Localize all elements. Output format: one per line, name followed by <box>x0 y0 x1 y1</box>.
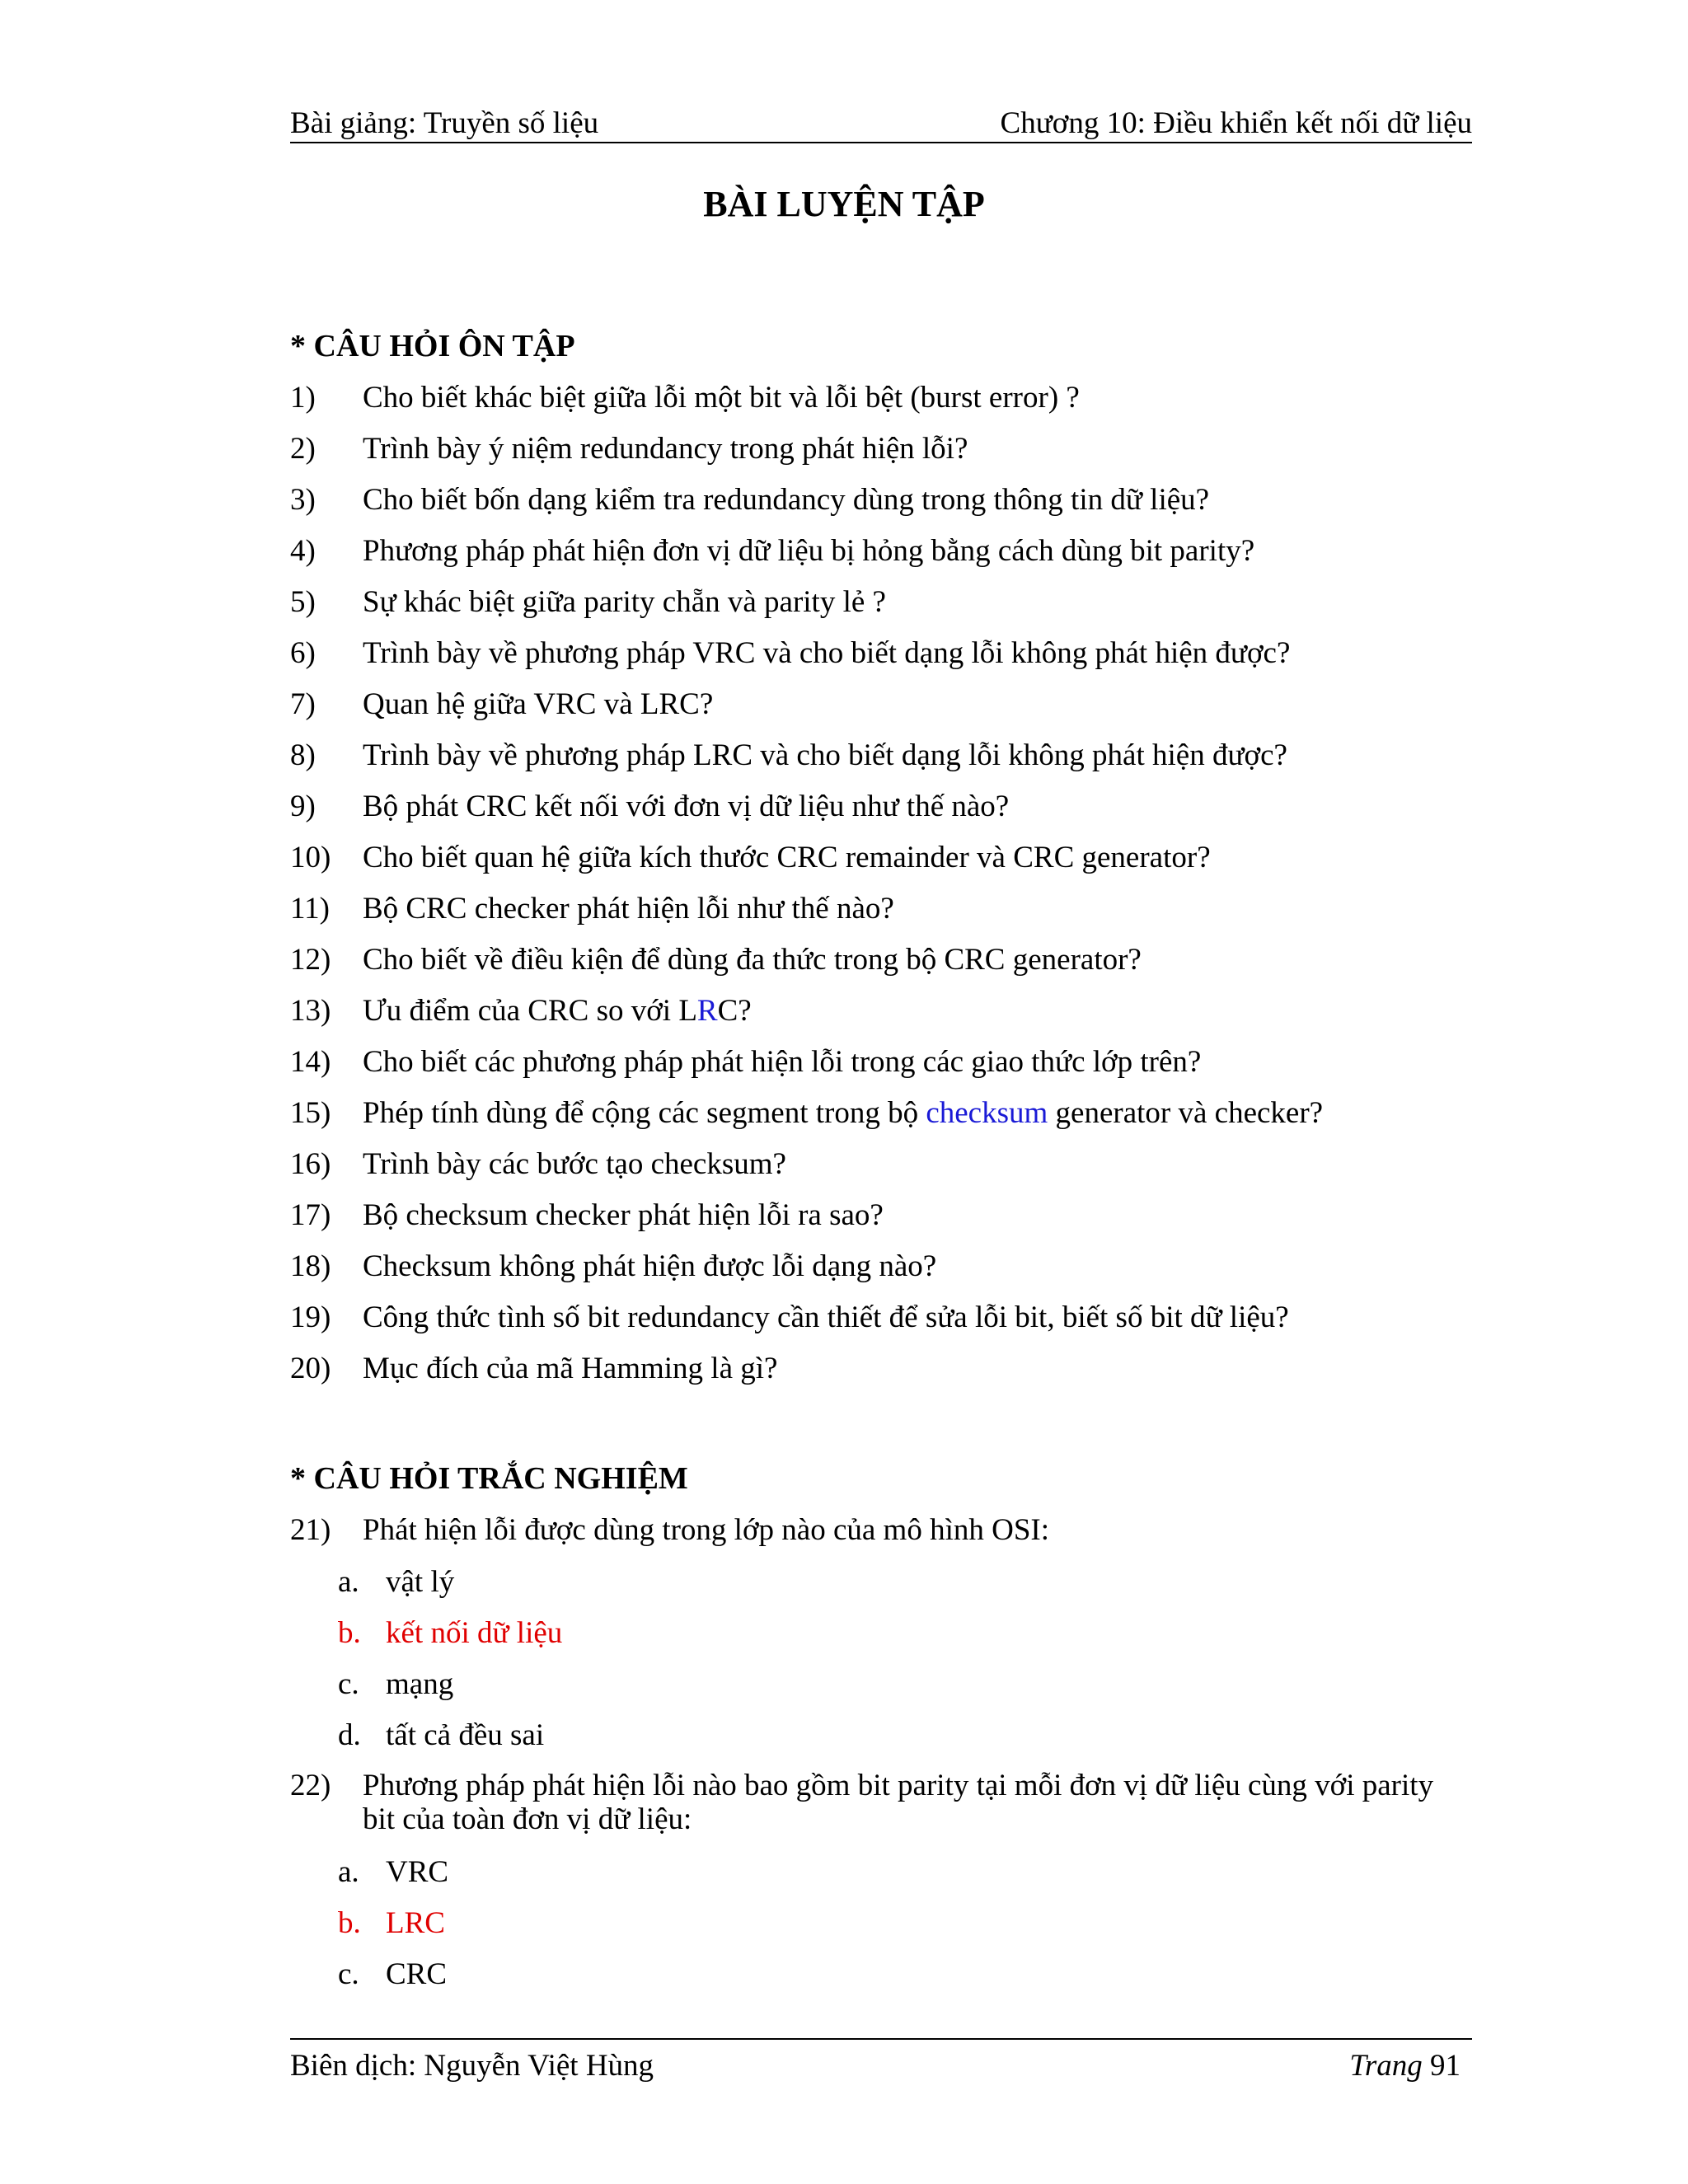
option-text: tất cả đều sai <box>386 1718 545 1752</box>
option-letter: a. <box>338 1855 359 1889</box>
question-text <box>363 1096 1475 1130</box>
question-text: Bộ phát CRC kết nối với đơn vị dữ liệu như thế nào? <box>363 790 1010 823</box>
option-text: mạng <box>386 1667 454 1701</box>
question-text: Mục đích của mã Hamming là gì? <box>363 1352 778 1385</box>
question-number: 4) <box>290 534 316 568</box>
question-number: 8) <box>290 738 316 772</box>
option-letter: b. <box>338 1906 361 1940</box>
question-text <box>363 1769 1475 1836</box>
option-letter: b. <box>338 1616 361 1650</box>
option-letter: c. <box>338 1667 359 1701</box>
question-text-part: generator và checker? <box>1048 1096 1324 1130</box>
question-number: 20) <box>290 1352 331 1385</box>
question-text: Cho biết khác biệt giữa lỗi một bit và lỗi bệt (burst error) ? <box>363 381 1080 415</box>
question-number: 17) <box>290 1198 331 1232</box>
option-letter: a. <box>338 1565 359 1599</box>
header-chapter-title: Chương 10: Điều khiển kết nối dữ liệu <box>1000 106 1472 140</box>
page-label: Trang <box>1349 2049 1423 2083</box>
question-number: 22) <box>290 1769 331 1802</box>
page-footer <box>290 2038 1472 2086</box>
question-text-part: Ưu điểm của CRC so với L <box>363 994 697 1028</box>
option-text: LRC <box>386 1906 445 1940</box>
question-text: Sự khác biệt giữa parity chẵn và parity lẻ ? <box>363 585 886 619</box>
question-number: 7) <box>290 687 316 721</box>
page-title: BÀI LUYỆN TẬP <box>703 184 985 224</box>
footer-translator: Biên dịch: Nguyễn Việt Hùng <box>290 2049 654 2083</box>
question-number: 1) <box>290 381 316 415</box>
question-number: 6) <box>290 636 316 670</box>
question-text: Bộ CRC checker phát hiện lỗi như thế nào? <box>363 892 894 926</box>
question-number: 12) <box>290 943 331 977</box>
page-header <box>290 99 1472 143</box>
question-number: 10) <box>290 841 331 874</box>
question-number: 2) <box>290 432 316 466</box>
question-text: Checksum không phát hiện được lỗi dạng nào? <box>363 1249 937 1283</box>
question-text <box>363 994 1475 1028</box>
question-text: Cho biết về điều kiện để dùng đa thức trong bộ CRC generator? <box>363 943 1142 977</box>
question-number: 15) <box>290 1096 331 1130</box>
question-text: Trình bày ý niệm redundancy trong phát hiện lỗi? <box>363 432 968 466</box>
option-text: CRC <box>386 1957 448 1991</box>
option-letter: c. <box>338 1957 359 1991</box>
question-number: 13) <box>290 994 331 1028</box>
question-number: 5) <box>290 585 316 619</box>
page-number <box>1349 2048 1461 2083</box>
question-number: 9) <box>290 790 316 823</box>
option-text: vật lý <box>386 1565 455 1599</box>
highlighted-letter: R <box>696 994 718 1028</box>
question-text: Trình bày các bước tạo checksum? <box>363 1147 786 1181</box>
question-number: 18) <box>290 1249 331 1283</box>
question-text: Cho biết bốn dạng kiểm tra redundancy dùng trong thông tin dữ liệu? <box>363 483 1210 517</box>
question-text-part: Phép tính dùng để cộng các segment trong bộ <box>363 1096 926 1130</box>
question-text: Cho biết quan hệ giữa kích thước CRC remainder và CRC generator? <box>363 841 1211 874</box>
question-number: 3) <box>290 483 316 517</box>
question-text: Phát hiện lỗi được dùng trong lớp nào của mô hình OSI: <box>363 1513 1050 1547</box>
option-text: VRC <box>386 1855 449 1889</box>
question-text: Trình bày về phương pháp LRC và cho biết dạng lỗi không phát hiện được? <box>363 738 1287 772</box>
section-heading-review: * CÂU HỎI ÔN TẬP <box>290 329 575 363</box>
question-text: Bộ checksum checker phát hiện lỗi ra sao? <box>363 1198 884 1232</box>
option-text: kết nối dữ liệu <box>386 1616 563 1650</box>
question-text: Cho biết các phương pháp phát hiện lỗi trong các giao thức lớp trên? <box>363 1045 1202 1079</box>
question-number: 19) <box>290 1301 331 1334</box>
question-text: Quan hệ giữa VRC và LRC? <box>363 687 714 721</box>
question-number: 21) <box>290 1513 331 1547</box>
question-text: Trình bày về phương pháp VRC và cho biết dạng lỗi không phát hiện được? <box>363 636 1291 670</box>
header-course-title: Bài giảng: Truyền số liệu <box>290 106 599 140</box>
question-text-part: C? <box>717 994 752 1028</box>
question-text-line: bit của toàn đơn vị dữ liệu: <box>363 1802 692 1836</box>
question-number: 14) <box>290 1045 331 1079</box>
section-heading-multiple-choice: * CÂU HỎI TRẮC NGHIỆM <box>290 1461 688 1496</box>
question-text-line: Phương pháp phát hiện lỗi nào bao gồm bit parity tại mỗi đơn vị dữ liệu cùng với parity <box>363 1769 1434 1802</box>
question-text: Phương pháp phát hiện đơn vị dữ liệu bị hỏng bằng cách dùng bit parity? <box>363 534 1255 568</box>
option-letter: d. <box>338 1718 361 1752</box>
page-number-value: 91 <box>1430 2049 1461 2083</box>
question-text: Công thức tình số bit redundancy cần thiết để sửa lỗi bit, biết số bit dữ liệu? <box>363 1301 1289 1334</box>
question-number: 16) <box>290 1147 331 1181</box>
checksum-link[interactable]: checksum <box>926 1096 1048 1130</box>
question-number: 11) <box>290 892 330 926</box>
